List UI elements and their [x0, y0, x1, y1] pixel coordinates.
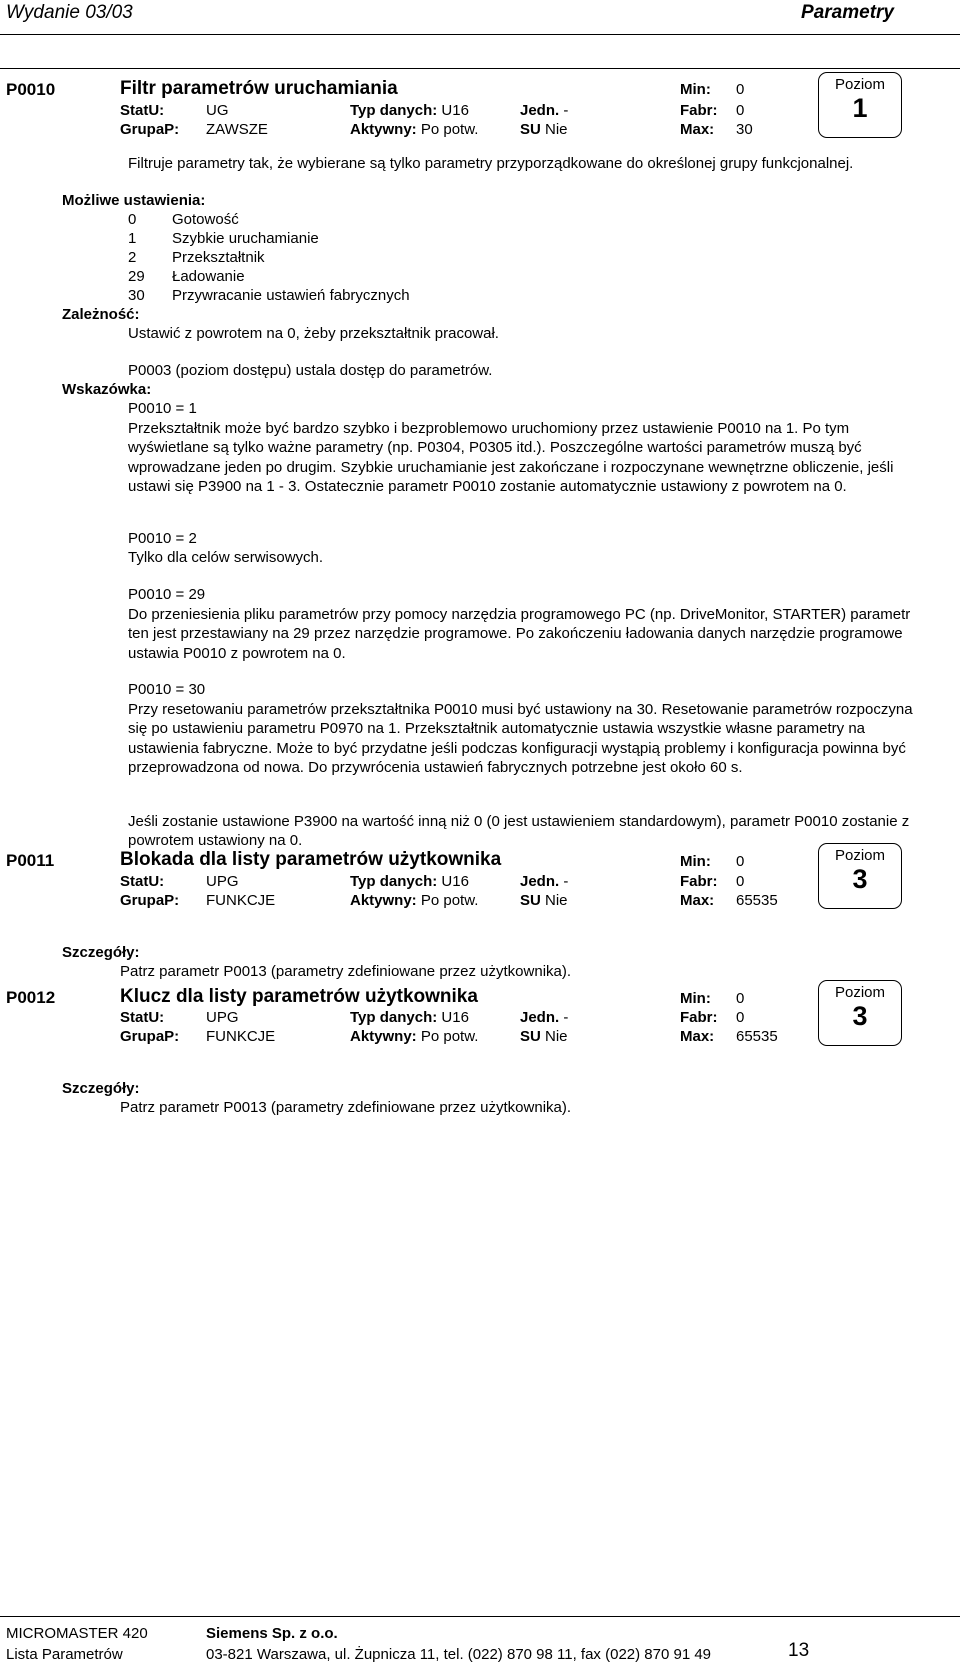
- type-field: Typ danych: U16: [350, 873, 469, 890]
- note-paragraph: Przy resetowaniu parametrów przekształtnika P0010 musi być ustawiony na 30. Resetowanie parametrów rozpoczyna się po ustawieniu parametru P0970 na 1. Przekształtnik automatycznie ustawia wszystkie własne parametry na ustawienia fabryczne. Może to być przydatne jeśli podczas konfiguracji wystąpią problemy i konfiguracja powinna być przeprowadzona od nowa. Do przywrócenia ustawień fabrycznych potrzebne jest około 60 s.: [128, 701, 913, 776]
- fabr-label: Fabr:: [680, 873, 718, 890]
- group-value: FUNKCJE: [206, 1028, 276, 1045]
- group-label: GrupaP:: [120, 1028, 180, 1045]
- active-field: Aktywny: Po potw.: [350, 892, 479, 909]
- unit-field: Jedn. -: [520, 873, 569, 890]
- statu-label: StatU:: [120, 1009, 165, 1026]
- group-value: ZAWSZE: [206, 121, 268, 138]
- access-level-label: Poziom: [834, 847, 886, 864]
- footer-company: Siemens Sp. z o.o.: [206, 1625, 338, 1642]
- access-level-box: [818, 980, 902, 1046]
- dependency-text-2: P0003 (poziom dostępu) ustala dostęp do parametrów.: [128, 362, 493, 379]
- setting-number: 30: [128, 287, 145, 304]
- access-level-box: [818, 843, 902, 909]
- access-level-label: Poziom: [834, 984, 886, 1001]
- setting-text: Ładowanie: [172, 268, 245, 285]
- section-rule: [0, 68, 960, 69]
- fabr-label: Fabr:: [680, 1009, 718, 1026]
- note-heading: P0010 = 30: [128, 681, 206, 698]
- min-value: 0: [736, 990, 745, 1007]
- su-field: SU Nie: [520, 121, 568, 138]
- param-title: Klucz dla listy parametrów użytkownika: [120, 986, 478, 1007]
- active-field: Aktywny: Po potw.: [350, 1028, 479, 1045]
- access-level-box: [818, 72, 902, 138]
- param-title: Filtr parametrów uruchamiania: [120, 78, 398, 99]
- param-id: P0010: [6, 80, 56, 99]
- header-rule: [0, 34, 960, 35]
- fabr-value: 0: [736, 873, 745, 890]
- max-value: 65535: [736, 892, 778, 909]
- note-paragraph: Przekształtnik może być bardzo szybko i bezproblemowo uruchomiony przez ustawienie P0010 na 1. Po tym wyświetlane są tylko ważne parametry (np. P0304, P0305 itd.). Poszczególne wartości parametrów muszą być wprowadzane jeden po drugim. Szybkie uruchamianie jest zakończane i rozpoczynane wewnętrzne obliczenie, jeśli ustawi się P3900 na 1 - 3. Ostatecznie parametr P0010 zostanie automatycznie ustawiony z powrotem na 0.: [128, 420, 894, 495]
- active-field: Aktywny: Po potw.: [350, 121, 479, 138]
- details-label: Szczegóły:: [62, 944, 140, 961]
- max-value: 30: [736, 121, 753, 138]
- min-value: 0: [736, 81, 745, 98]
- param-id: P0011: [6, 851, 55, 870]
- min-label: Min:: [680, 990, 711, 1007]
- min-label: Min:: [680, 81, 711, 98]
- setting-number: 1: [128, 230, 137, 247]
- type-field: Typ danych: U16: [350, 102, 469, 119]
- max-label: Max:: [680, 892, 715, 909]
- statu-label: StatU:: [120, 102, 165, 119]
- page-number: 13: [788, 1640, 810, 1661]
- statu-label: StatU:: [120, 873, 165, 890]
- note-heading: P0010 = 29: [128, 586, 206, 603]
- details-text: Patrz parametr P0013 (parametry zdefiniowane przez użytkownika).: [120, 1099, 572, 1116]
- unit-field: Jedn. -: [520, 102, 569, 119]
- dependency-text: Ustawić z powrotem na 0, żeby przekształtnik pracował.: [128, 325, 499, 342]
- note-paragraph: Do przeniesienia pliku parametrów przy pomocy narzędzia programowego PC (np. DriveMonitor, STARTER) parametr ten jest przestawiany na 29 przez narzędzie programowe. Po zakończeniu ładowania danych narzędzie programowe ustawia P0010 z powrotem na 0.: [128, 606, 911, 662]
- footer-rule: [0, 1616, 960, 1617]
- access-level-value: 1: [852, 93, 868, 123]
- note-paragraph: Tylko dla celów serwisowych.: [128, 549, 324, 566]
- max-label: Max:: [680, 1028, 715, 1045]
- note-label: Wskazówka:: [62, 381, 152, 398]
- access-level-label: Poziom: [834, 76, 886, 93]
- group-label: GrupaP:: [120, 892, 180, 909]
- fabr-value: 0: [736, 102, 745, 119]
- statu-value: UPG: [206, 1009, 239, 1026]
- param-id: P0012: [6, 988, 56, 1007]
- min-label: Min:: [680, 853, 711, 870]
- description: Filtruje parametry tak, że wybierane są tylko parametry przyporządkowane do określonej grupy funkcjonalnej.: [128, 155, 854, 172]
- setting-number: 29: [128, 268, 145, 285]
- group-value: FUNKCJE: [206, 892, 276, 909]
- header-section: Parametry: [801, 2, 894, 23]
- setting-text: Przywracanie ustawień fabrycznych: [172, 287, 410, 304]
- type-field: Typ danych: U16: [350, 1009, 469, 1026]
- su-field: SU Nie: [520, 892, 568, 909]
- setting-number: 0: [128, 211, 137, 228]
- statu-value: UPG: [206, 873, 239, 890]
- note-heading: P0010 = 1: [128, 400, 197, 417]
- note-heading: P0010 = 2: [128, 530, 197, 547]
- footer-document: Lista Parametrów: [6, 1646, 123, 1663]
- setting-number: 2: [128, 249, 137, 266]
- fabr-value: 0: [736, 1009, 745, 1026]
- note-paragraph: Jeśli zostanie ustawione P3900 na wartość inną niż 0 (0 jest ustawieniem standardowym), parametr P0010 zostanie z powrotem ustawiony na 0.: [128, 813, 910, 850]
- setting-text: Szybkie uruchamianie: [172, 230, 319, 247]
- max-label: Max:: [680, 121, 715, 138]
- min-value: 0: [736, 853, 745, 870]
- su-field: SU Nie: [520, 1028, 568, 1045]
- group-label: GrupaP:: [120, 121, 180, 138]
- details-text: Patrz parametr P0013 (parametry zdefiniowane przez użytkownika).: [120, 963, 572, 980]
- fabr-label: Fabr:: [680, 102, 718, 119]
- access-level-value: 3: [852, 864, 868, 894]
- settings-label: Możliwe ustawienia:: [62, 192, 206, 209]
- setting-text: Gotowość: [172, 211, 239, 228]
- max-value: 65535: [736, 1028, 778, 1045]
- unit-field: Jedn. -: [520, 1009, 569, 1026]
- setting-text: Przekształtnik: [172, 249, 265, 266]
- param-title: Blokada dla listy parametrów użytkownika: [120, 849, 502, 870]
- footer-product: MICROMASTER 420: [6, 1625, 148, 1642]
- footer-address: 03-821 Warszawa, ul. Żupnicza 11, tel. (022) 870 98 11, fax (022) 870 91 49: [206, 1646, 712, 1663]
- dependency-label: Zależność:: [62, 306, 140, 323]
- header-edition: Wydanie 03/03: [6, 2, 133, 23]
- statu-value: UG: [206, 102, 229, 119]
- access-level-value: 3: [852, 1001, 868, 1031]
- details-label: Szczegóły:: [62, 1080, 140, 1097]
